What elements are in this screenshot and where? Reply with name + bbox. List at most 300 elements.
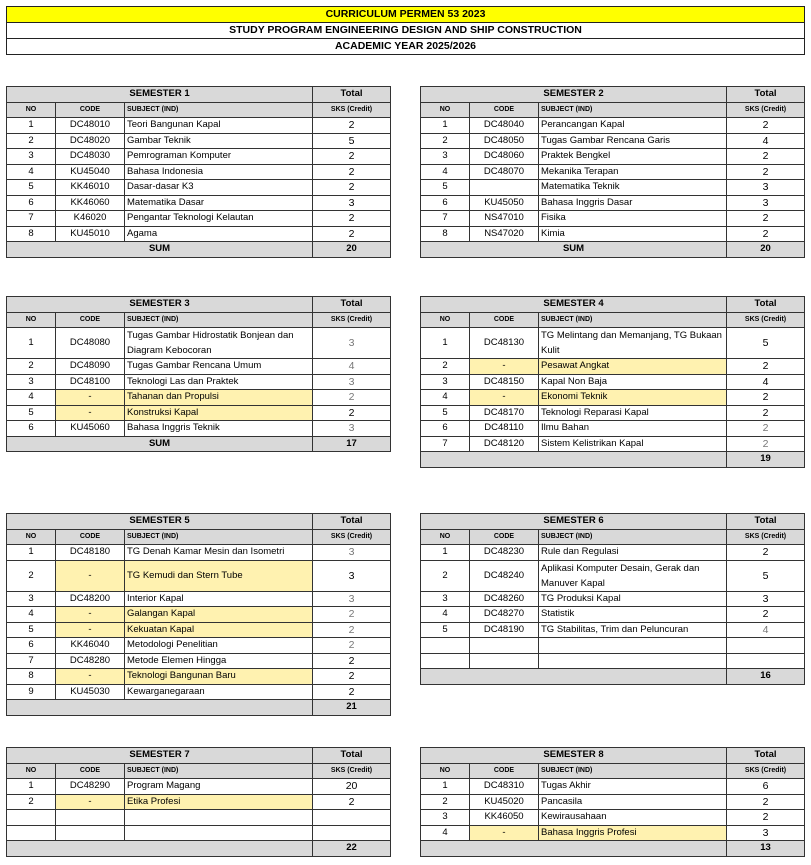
- code-header: CODE: [56, 312, 125, 328]
- course-code: DC48080: [56, 328, 125, 359]
- semester-3-table: [6, 296, 391, 452]
- total-header: Total: [313, 87, 391, 103]
- row-no: 3: [421, 591, 470, 607]
- course-subject: Rule dan Regulasi: [539, 545, 727, 561]
- course-subject: TG Stabilitas, Trim dan Peluncuran: [539, 622, 727, 638]
- empty-row: [421, 653, 805, 669]
- empty-cell: [539, 638, 727, 654]
- course-subject: TG Melintang dan Memanjang, TG Bukaan Kulit: [539, 328, 727, 359]
- course-sks: 2: [727, 118, 805, 134]
- course-subject: Bahasa Inggris Teknik: [125, 421, 313, 437]
- code-header: CODE: [470, 763, 539, 779]
- empty-cell: [539, 653, 727, 669]
- subject-header: SUBJECT (IND): [539, 529, 727, 545]
- subject-header: SUBJECT (IND): [539, 312, 727, 328]
- course-code: -: [56, 390, 125, 406]
- course-subject: TG Denah Kamar Mesin dan Isometri: [125, 545, 313, 561]
- semester-4-table: [420, 296, 805, 468]
- code-header: CODE: [56, 102, 125, 118]
- table-row: [7, 226, 391, 242]
- course-code: DC48130: [470, 328, 539, 359]
- row-no: 1: [7, 545, 56, 561]
- course-subject: Bahasa Inggris Profesi: [539, 825, 727, 841]
- row-no: 1: [421, 545, 470, 561]
- course-code: -: [56, 794, 125, 810]
- course-code: KK46060: [56, 195, 125, 211]
- course-subject: Bahasa Inggris Dasar: [539, 195, 727, 211]
- no-header: NO: [421, 312, 470, 328]
- table-row: [7, 195, 391, 211]
- table-row: [7, 638, 391, 654]
- empty-cell: [313, 825, 391, 841]
- row-no: 4: [421, 607, 470, 623]
- subject-header: SUBJECT (IND): [539, 102, 727, 118]
- course-sks: 4: [727, 622, 805, 638]
- course-code: DC48010: [56, 118, 125, 134]
- table-row: [421, 436, 805, 452]
- course-code: DC48150: [470, 374, 539, 390]
- row-no: 4: [421, 164, 470, 180]
- row-no: 1: [421, 118, 470, 134]
- table-row: [421, 149, 805, 165]
- table-row: [421, 195, 805, 211]
- course-subject: Pengantar Teknologi Kelautan: [125, 211, 313, 227]
- course-code: DC48240: [470, 560, 539, 591]
- course-sks: 3: [727, 180, 805, 196]
- semester-title: SEMESTER 7: [7, 748, 313, 764]
- course-sks: 4: [727, 133, 805, 149]
- course-sks: 2: [727, 164, 805, 180]
- table-row: [421, 560, 805, 591]
- code-header: CODE: [470, 529, 539, 545]
- course-subject: Ilmu Bahan: [539, 421, 727, 437]
- course-sks: 3: [727, 195, 805, 211]
- table-row: [421, 810, 805, 826]
- course-subject: Pemrograman Komputer: [125, 149, 313, 165]
- course-code: [470, 180, 539, 196]
- course-subject: Etika Profesi: [125, 794, 313, 810]
- course-sks: 2: [313, 607, 391, 623]
- empty-cell: [125, 810, 313, 826]
- semester-6-table: [420, 513, 805, 685]
- table-row: [7, 669, 391, 685]
- row-no: 1: [421, 779, 470, 795]
- course-code: KK46010: [56, 180, 125, 196]
- course-subject: Aplikasi Komputer Desain, Gerak dan Manuver Kapal: [539, 560, 727, 591]
- course-sks: 2: [313, 164, 391, 180]
- empty-cell: [421, 638, 470, 654]
- course-code: DC48050: [470, 133, 539, 149]
- semester-2-table: [420, 86, 805, 258]
- table-row: [421, 390, 805, 406]
- course-code: DC48170: [470, 405, 539, 421]
- course-subject: Teknologi Las dan Praktek: [125, 374, 313, 390]
- sum-total: 13: [727, 841, 805, 857]
- row-no: 2: [421, 794, 470, 810]
- course-code: DC48310: [470, 779, 539, 795]
- course-sks: 2: [727, 607, 805, 623]
- table-row: [421, 226, 805, 242]
- course-subject: Tugas Gambar Hidrostatik Bonjean dan Diagram Kebocoran: [125, 328, 313, 359]
- table-row: [421, 374, 805, 390]
- course-sks: 2: [727, 794, 805, 810]
- course-code: -: [470, 825, 539, 841]
- course-sks: 3: [313, 374, 391, 390]
- course-sks: 3: [313, 560, 391, 591]
- row-no: 6: [7, 195, 56, 211]
- academic-year-title: ACADEMIC YEAR 2025/2026: [334, 40, 477, 52]
- course-code: DC48030: [56, 149, 125, 165]
- sks-header: SKS (Credit): [313, 102, 391, 118]
- course-subject: Kewarganegaraan: [125, 684, 313, 700]
- total-header: Total: [727, 748, 805, 764]
- course-code: DC48230: [470, 545, 539, 561]
- row-no: 5: [7, 622, 56, 638]
- code-header: CODE: [470, 312, 539, 328]
- empty-cell: [470, 653, 539, 669]
- course-subject: Program Magang: [125, 779, 313, 795]
- course-subject: Metode Elemen Hingga: [125, 653, 313, 669]
- course-code: DC48180: [56, 545, 125, 561]
- course-code: DC48040: [470, 118, 539, 134]
- row-no: 4: [7, 607, 56, 623]
- course-code: DC48110: [470, 421, 539, 437]
- table-row: [7, 607, 391, 623]
- course-code: DC48200: [56, 591, 125, 607]
- course-sks: 2: [313, 149, 391, 165]
- semester-title: SEMESTER 8: [421, 748, 727, 764]
- course-sks: 2: [727, 405, 805, 421]
- table-row: [7, 421, 391, 437]
- empty-cell: [56, 825, 125, 841]
- course-code: DC48070: [470, 164, 539, 180]
- course-code: KU45060: [56, 421, 125, 437]
- course-subject: Teknologi Bangunan Baru: [125, 669, 313, 685]
- row-no: 7: [7, 211, 56, 227]
- code-header: CODE: [470, 102, 539, 118]
- course-sks: 4: [727, 374, 805, 390]
- empty-cell: [7, 825, 56, 841]
- table-row: [7, 622, 391, 638]
- table-row: [7, 211, 391, 227]
- course-sks: 2: [727, 359, 805, 375]
- course-sks: 3: [727, 591, 805, 607]
- course-code: DC48290: [56, 779, 125, 795]
- table-row: [7, 180, 391, 196]
- course-subject: Kewirausahaan: [539, 810, 727, 826]
- table-row: [421, 545, 805, 561]
- course-code: KK46050: [470, 810, 539, 826]
- table-row: [7, 359, 391, 375]
- course-code: -: [56, 405, 125, 421]
- course-sks: 5: [727, 560, 805, 591]
- course-subject: Mekanika Terapan: [539, 164, 727, 180]
- row-no: 2: [421, 133, 470, 149]
- table-row: [7, 390, 391, 406]
- course-sks: 2: [313, 180, 391, 196]
- empty-cell: [727, 653, 805, 669]
- curriculum-header: [6, 6, 805, 55]
- course-subject: Agama: [125, 226, 313, 242]
- semester-title: SEMESTER 6: [421, 514, 727, 530]
- total-header: Total: [727, 87, 805, 103]
- semester-title: SEMESTER 4: [421, 297, 727, 313]
- course-code: DC48270: [470, 607, 539, 623]
- sum-label: [421, 669, 727, 685]
- row-no: 1: [7, 118, 56, 134]
- table-row: [7, 405, 391, 421]
- study-program-title: STUDY PROGRAM ENGINEERING DESIGN AND SHIP CONSTRUCTION: [7, 23, 804, 39]
- course-sks: 2: [313, 669, 391, 685]
- row-no: 5: [7, 180, 56, 196]
- course-code: KK46040: [56, 638, 125, 654]
- course-code: DC48090: [56, 359, 125, 375]
- row-no: 8: [421, 226, 470, 242]
- no-header: NO: [421, 763, 470, 779]
- course-code: DC48190: [470, 622, 539, 638]
- course-subject: Dasar-dasar K3: [125, 180, 313, 196]
- empty-cell: [421, 653, 470, 669]
- sks-header: SKS (Credit): [727, 102, 805, 118]
- course-subject: Sistem Kelistrikan Kapal: [539, 436, 727, 452]
- course-sks: 2: [313, 211, 391, 227]
- course-subject: Gambar Teknik: [125, 133, 313, 149]
- table-row: [7, 794, 391, 810]
- table-row: [7, 164, 391, 180]
- sks-header: SKS (Credit): [313, 312, 391, 328]
- row-no: 2: [421, 560, 470, 591]
- table-row: [7, 374, 391, 390]
- course-subject: Matematika Teknik: [539, 180, 727, 196]
- course-subject: Fisika: [539, 211, 727, 227]
- semester-title: SEMESTER 5: [7, 514, 313, 530]
- row-no: 4: [7, 390, 56, 406]
- row-no: 5: [421, 405, 470, 421]
- total-header: Total: [313, 514, 391, 530]
- course-code: -: [470, 359, 539, 375]
- row-no: 6: [421, 421, 470, 437]
- table-row: [421, 421, 805, 437]
- course-sks: 2: [727, 390, 805, 406]
- course-sks: 2: [313, 622, 391, 638]
- row-no: 2: [7, 133, 56, 149]
- course-subject: Perancangan Kapal: [539, 118, 727, 134]
- course-subject: TG Kemudi dan Stern Tube: [125, 560, 313, 591]
- course-subject: Kekuatan Kapal: [125, 622, 313, 638]
- course-code: DC48280: [56, 653, 125, 669]
- row-no: 2: [7, 794, 56, 810]
- no-header: NO: [7, 312, 56, 328]
- course-code: DC48100: [56, 374, 125, 390]
- course-code: -: [56, 607, 125, 623]
- course-subject: Statistik: [539, 607, 727, 623]
- course-sks: 2: [727, 810, 805, 826]
- subject-header: SUBJECT (IND): [125, 102, 313, 118]
- course-sks: 3: [313, 591, 391, 607]
- course-sks: 2: [313, 794, 391, 810]
- course-code: K46020: [56, 211, 125, 227]
- no-header: NO: [421, 529, 470, 545]
- course-sks: 2: [727, 421, 805, 437]
- row-no: 4: [421, 825, 470, 841]
- row-no: 2: [421, 359, 470, 375]
- no-header: NO: [7, 529, 56, 545]
- total-header: Total: [727, 297, 805, 313]
- course-subject: Teori Bangunan Kapal: [125, 118, 313, 134]
- course-subject: Ekonomi Teknik: [539, 390, 727, 406]
- row-no: 8: [7, 226, 56, 242]
- code-header: CODE: [56, 763, 125, 779]
- course-sks: 2: [727, 226, 805, 242]
- row-no: 7: [7, 653, 56, 669]
- table-row: [421, 118, 805, 134]
- table-row: [7, 133, 391, 149]
- row-no: 9: [7, 684, 56, 700]
- sum-total: 20: [727, 242, 805, 258]
- course-code: KU45030: [56, 684, 125, 700]
- course-sks: 2: [313, 638, 391, 654]
- row-no: 7: [421, 436, 470, 452]
- empty-cell: [7, 810, 56, 826]
- course-code: -: [56, 669, 125, 685]
- table-row: [7, 545, 391, 561]
- sum-label: [7, 700, 313, 716]
- row-no: 3: [7, 591, 56, 607]
- total-header: Total: [313, 748, 391, 764]
- course-subject: Bahasa Indonesia: [125, 164, 313, 180]
- table-row: [7, 560, 391, 591]
- course-sks: 3: [313, 328, 391, 359]
- sum-label: [7, 841, 313, 857]
- course-subject: Pancasila: [539, 794, 727, 810]
- curriculum-title: CURRICULUM PERMEN 53 2023: [7, 7, 804, 23]
- sum-label: [421, 452, 727, 468]
- row-no: 4: [7, 164, 56, 180]
- row-no: 5: [421, 622, 470, 638]
- sum-total: 17: [313, 436, 391, 452]
- semester-8-table: [420, 747, 805, 857]
- course-code: DC48060: [470, 149, 539, 165]
- row-no: 5: [7, 405, 56, 421]
- semester-7-table: [6, 747, 391, 857]
- sum-total: 22: [313, 841, 391, 857]
- row-no: 2: [7, 560, 56, 591]
- course-subject: Metodologi Penelitian: [125, 638, 313, 654]
- empty-row: [7, 825, 391, 841]
- empty-cell: [727, 638, 805, 654]
- course-subject: Tugas Gambar Rencana Garis: [539, 133, 727, 149]
- subject-header: SUBJECT (IND): [539, 763, 727, 779]
- row-no: 6: [7, 638, 56, 654]
- row-no: 6: [421, 195, 470, 211]
- course-subject: Tugas Akhir: [539, 779, 727, 795]
- subject-header: SUBJECT (IND): [125, 529, 313, 545]
- course-subject: Kimia: [539, 226, 727, 242]
- no-header: NO: [7, 102, 56, 118]
- course-code: NS47020: [470, 226, 539, 242]
- row-no: 3: [421, 374, 470, 390]
- course-sks: 2: [313, 653, 391, 669]
- empty-row: [7, 810, 391, 826]
- empty-row: [421, 638, 805, 654]
- table-row: [421, 164, 805, 180]
- course-subject: Tahanan dan Propulsi: [125, 390, 313, 406]
- course-code: KU45010: [56, 226, 125, 242]
- course-subject: Teknologi Reparasi Kapal: [539, 405, 727, 421]
- course-subject: Tugas Gambar Rencana Umum: [125, 359, 313, 375]
- table-row: [421, 359, 805, 375]
- course-subject: TG Produksi Kapal: [539, 591, 727, 607]
- row-no: 2: [7, 359, 56, 375]
- sum-total: 19: [727, 452, 805, 468]
- row-no: 3: [421, 810, 470, 826]
- table-row: [421, 607, 805, 623]
- table-row: [7, 653, 391, 669]
- empty-cell: [125, 825, 313, 841]
- no-header: NO: [421, 102, 470, 118]
- course-sks: 3: [313, 545, 391, 561]
- course-code: DC48260: [470, 591, 539, 607]
- total-header: Total: [727, 514, 805, 530]
- table-row: [421, 779, 805, 795]
- no-header: NO: [7, 763, 56, 779]
- course-sks: 4: [313, 359, 391, 375]
- course-subject: Kapal Non Baja: [539, 374, 727, 390]
- table-row: [7, 328, 391, 359]
- sum-label: SUM: [7, 242, 313, 258]
- table-row: [421, 211, 805, 227]
- course-sks: 5: [727, 328, 805, 359]
- course-sks: 2: [727, 436, 805, 452]
- course-code: -: [470, 390, 539, 406]
- course-sks: 2: [313, 118, 391, 134]
- table-row: [7, 684, 391, 700]
- course-code: KU45050: [470, 195, 539, 211]
- sks-header: SKS (Credit): [727, 312, 805, 328]
- semester-5-table: [6, 513, 391, 716]
- total-header: Total: [313, 297, 391, 313]
- empty-cell: [56, 810, 125, 826]
- sum-label: SUM: [7, 436, 313, 452]
- table-row: [421, 794, 805, 810]
- course-sks: 2: [727, 545, 805, 561]
- course-sks: 2: [313, 390, 391, 406]
- empty-cell: [470, 638, 539, 654]
- row-no: 8: [7, 669, 56, 685]
- course-subject: Interior Kapal: [125, 591, 313, 607]
- code-header: CODE: [56, 529, 125, 545]
- sks-header: SKS (Credit): [727, 529, 805, 545]
- course-code: -: [56, 622, 125, 638]
- sks-header: SKS (Credit): [313, 763, 391, 779]
- table-row: [421, 622, 805, 638]
- row-no: 1: [421, 328, 470, 359]
- row-no: 6: [7, 421, 56, 437]
- sum-label: SUM: [421, 242, 727, 258]
- course-code: KU45040: [56, 164, 125, 180]
- course-sks: 5: [313, 133, 391, 149]
- course-sks: 3: [313, 421, 391, 437]
- table-row: [7, 779, 391, 795]
- course-code: DC48020: [56, 133, 125, 149]
- course-subject: Praktek Bengkel: [539, 149, 727, 165]
- sum-label: [421, 841, 727, 857]
- course-sks: 2: [727, 149, 805, 165]
- course-subject: Matematika Dasar: [125, 195, 313, 211]
- table-row: [421, 328, 805, 359]
- table-row: [421, 405, 805, 421]
- course-sks: 2: [727, 211, 805, 227]
